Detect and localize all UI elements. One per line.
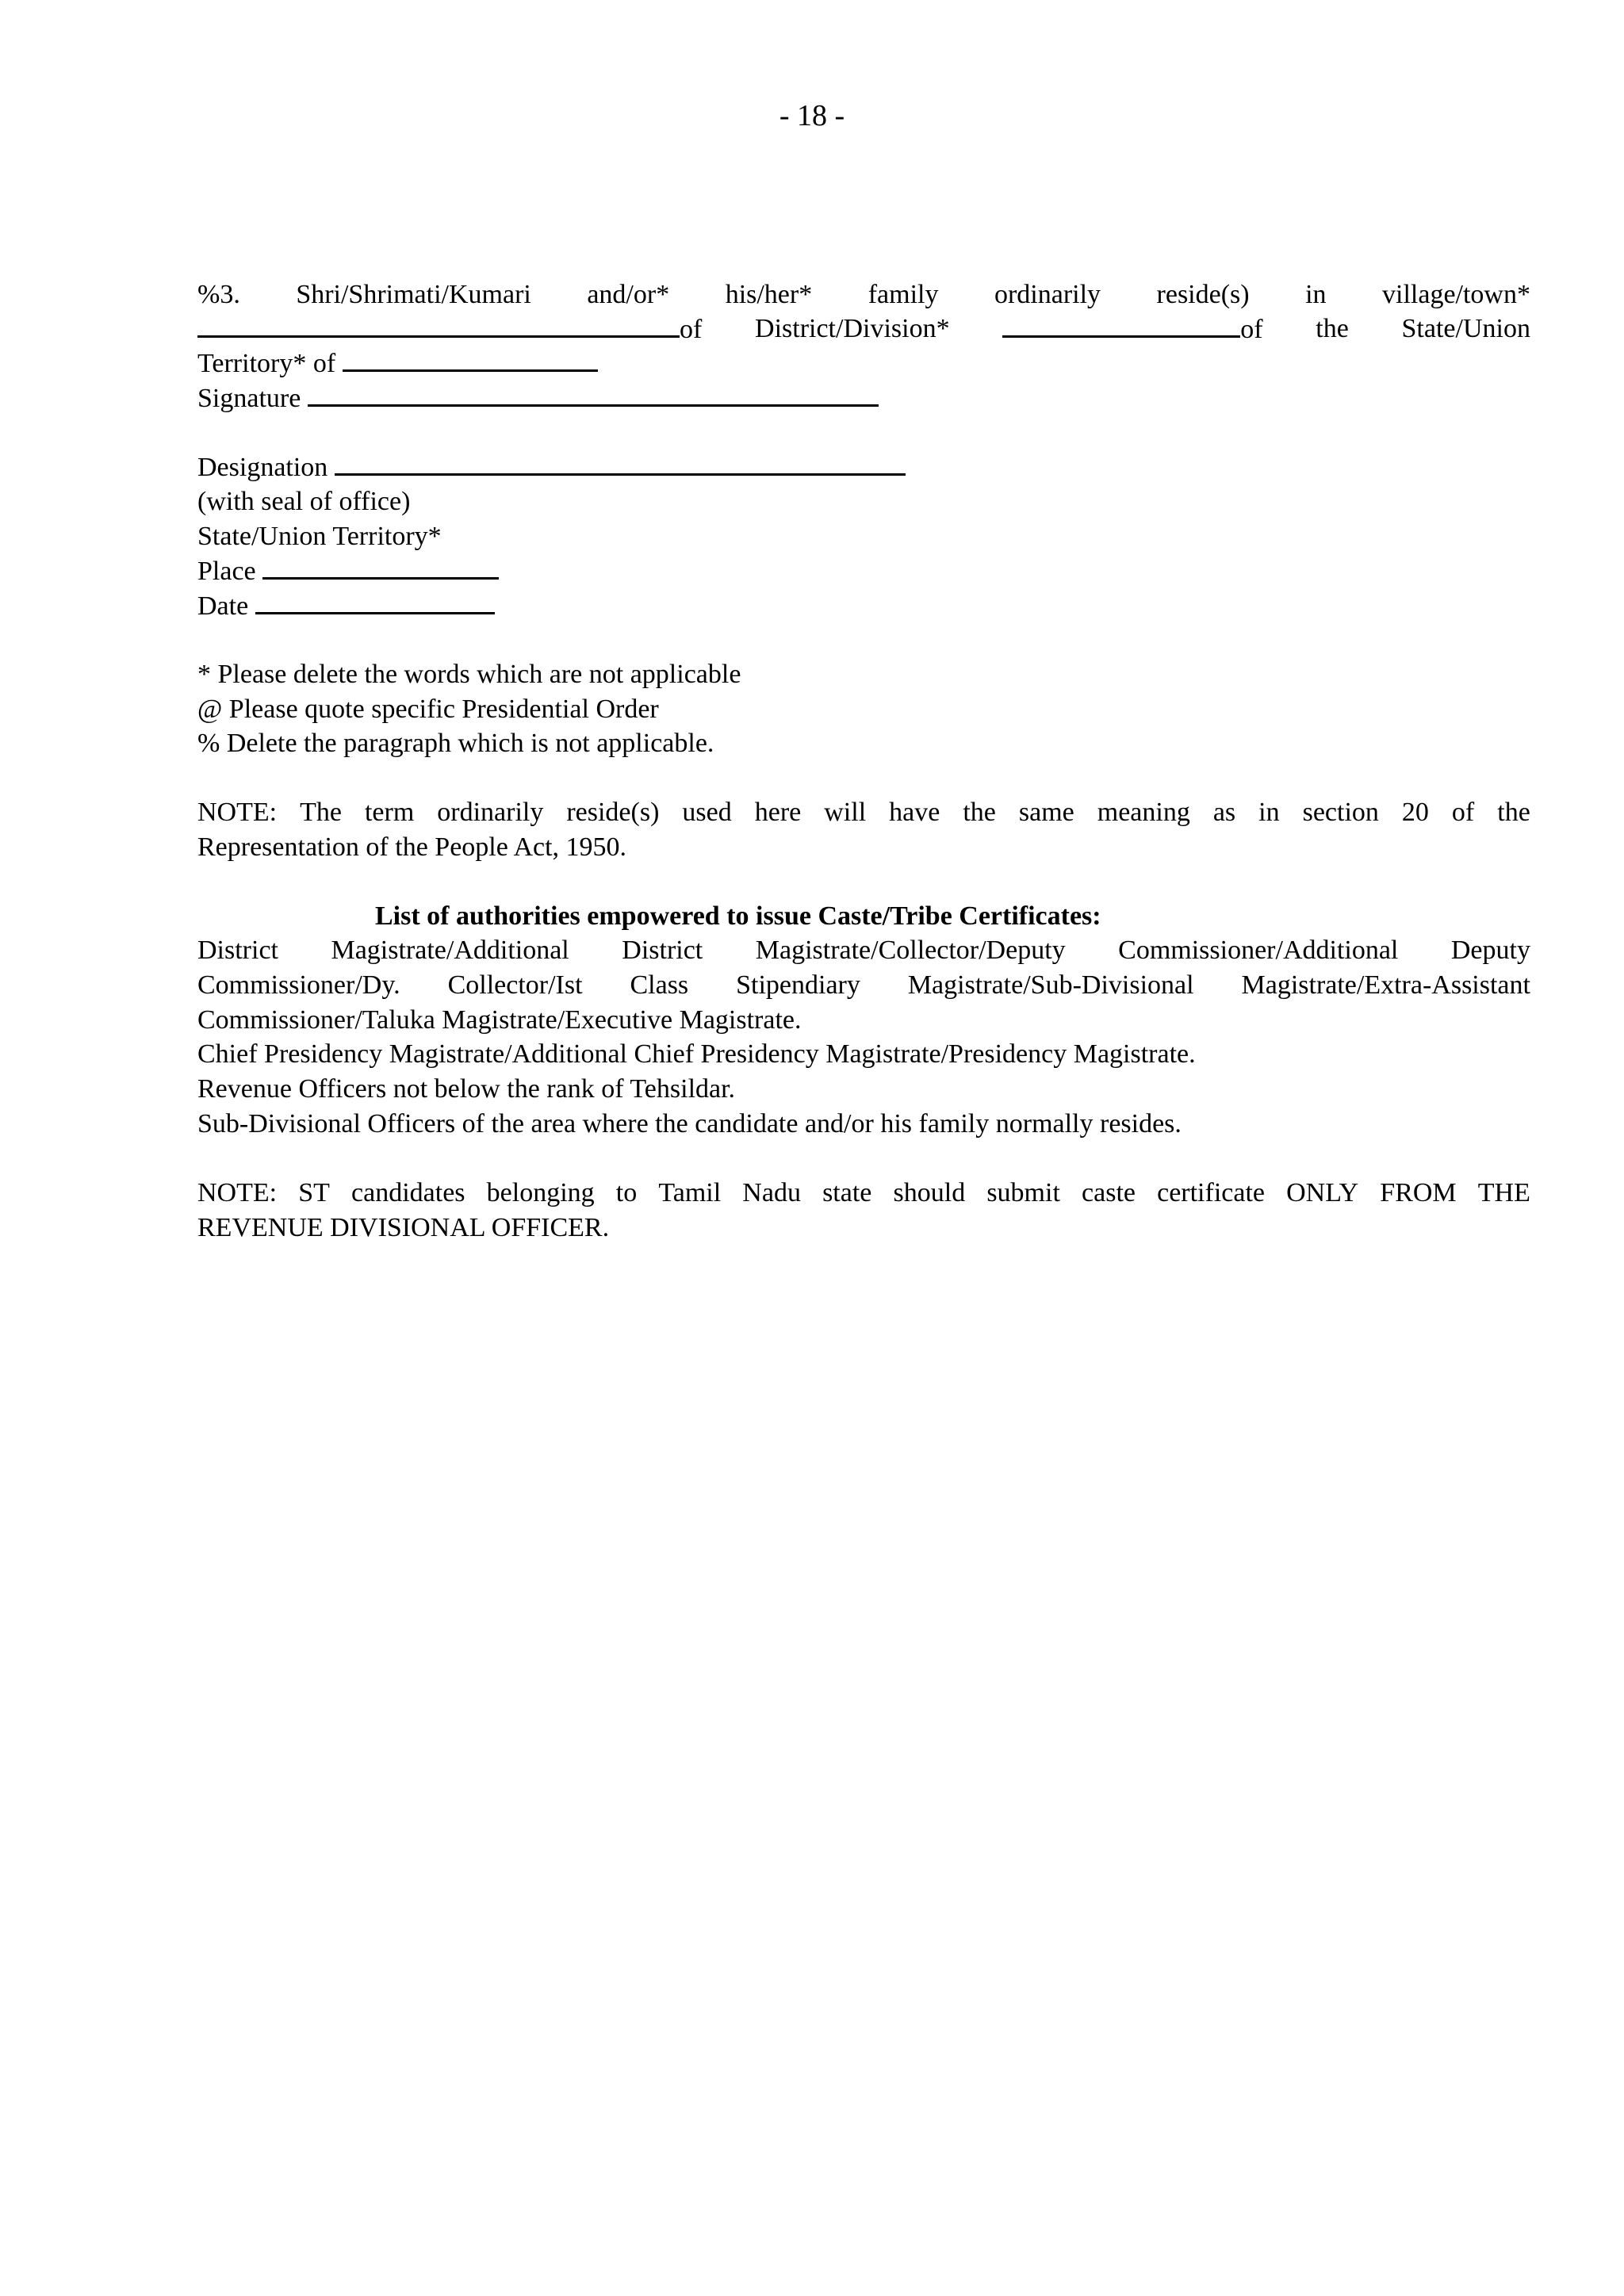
note1-word: the [963, 798, 996, 827]
authorities-line6: Sub-Divisional Officers of the area where the candidate and/or his family normally resides. [197, 1109, 1182, 1138]
authorities-line4: Chief Presidency Magistrate/Additional Chief Presidency Magistrate/Presidency Magistrate. [197, 1039, 1196, 1069]
district-blank-group [1002, 312, 1262, 346]
page-number: - 18 - [779, 99, 845, 132]
authorities-word: Class [630, 970, 689, 1000]
of-label: of [680, 315, 703, 344]
note1-word: used [682, 798, 732, 827]
date-row [197, 588, 1530, 623]
note1-word: of [1451, 798, 1475, 827]
note1-word: as [1212, 798, 1236, 827]
the-label: the [1316, 314, 1349, 343]
authorities-line1 [197, 933, 1530, 967]
para3-word: family [868, 280, 939, 309]
note2-word: ONLY [1286, 1178, 1359, 1207]
note1-word: term [364, 798, 415, 827]
authorities-word: District [622, 936, 703, 965]
para3-word: and/or* [587, 280, 670, 309]
district-label: District/Division* [755, 314, 950, 343]
note2-line2: REVENUE DIVISIONAL OFFICER. [197, 1213, 610, 1242]
note2-word: submit [986, 1178, 1060, 1207]
village-blank-group [197, 312, 702, 346]
note1-word: the [1497, 798, 1530, 827]
note2-word: Tamil [658, 1178, 722, 1207]
note1-word: section [1302, 798, 1379, 827]
territory-blank[interactable] [343, 346, 598, 372]
note1-word: will [824, 798, 867, 827]
note2-line1 [197, 1176, 1530, 1210]
note2-word: should [893, 1178, 966, 1207]
authorities-word: Magistrate/Collector/Deputy [755, 936, 1066, 965]
note2-word: belonging [486, 1178, 595, 1207]
footnote-percent: % Delete the paragraph which is not applicable. [197, 729, 714, 758]
authorities-word: Commissioner/Additional [1118, 936, 1399, 965]
authorities-word: Collector/Ist [447, 970, 583, 1000]
authorities-word: Deputy [1450, 936, 1530, 965]
note1-word: reside(s) [566, 798, 660, 827]
note2-word: NOTE: [197, 1178, 278, 1207]
village-town-blank[interactable] [197, 312, 680, 338]
place-row [197, 553, 1530, 588]
authorities-word: Magistrate/Additional [331, 936, 569, 965]
designation-blank[interactable] [335, 450, 906, 476]
note2-word: ST [298, 1178, 330, 1207]
designation-label: Designation [197, 453, 328, 482]
note1-word: 20 [1401, 798, 1429, 827]
place-label: Place [197, 557, 256, 586]
note2-word: certificate [1157, 1178, 1265, 1207]
note1-word: ordinarily [437, 798, 544, 827]
authorities-word: Commissioner/Dy. [197, 970, 400, 1000]
state-union-label: State/Union [1401, 314, 1530, 343]
note1-word: have [889, 798, 940, 827]
authorities-word: Magistrate/Extra-Assistant [1241, 970, 1530, 1000]
note2-word: Nadu [742, 1178, 801, 1207]
note1-word: NOTE: [197, 798, 278, 827]
authorities-line2 [197, 968, 1530, 1002]
signature-row [197, 381, 1530, 415]
seal-row [197, 484, 1530, 519]
state-row [197, 519, 1530, 553]
note2-word: candidates [351, 1178, 465, 1207]
signature-label: Signature [197, 384, 301, 413]
para3-word: Shri/Shrimati/Kumari [296, 280, 531, 309]
designation-row [197, 450, 1530, 484]
footnote-at: @ Please quote specific Presidential Order [197, 695, 659, 724]
authorities-line5: Revenue Officers not below the rank of Tehsildar. [197, 1074, 736, 1104]
para3-word: ordinarily [994, 280, 1101, 309]
note1-word: in [1258, 798, 1280, 827]
signature-blank[interactable] [308, 381, 879, 407]
para3-word: village/town* [1382, 280, 1530, 309]
note1-line1 [197, 795, 1530, 829]
of-label: of [1240, 315, 1263, 344]
authorities-word: District [197, 936, 278, 965]
date-label: Date [197, 591, 249, 621]
authorities-heading: List of authorities empowered to issue Caste/Tribe Certificates: [375, 901, 1101, 931]
note1-word: meaning [1097, 798, 1190, 827]
para3-word: reside(s) [1156, 280, 1250, 309]
authorities-word: Magistrate/Sub-Divisional [907, 970, 1194, 1000]
note2-word: THE [1477, 1178, 1530, 1207]
note1-line2: Representation of the People Act, 1950. [197, 832, 627, 862]
para3-line1 [197, 277, 1530, 312]
note1-word: same [1018, 798, 1074, 827]
note2-word: FROM [1380, 1178, 1457, 1207]
note2-word: to [615, 1178, 638, 1207]
para3-line2 [197, 312, 1530, 346]
authorities-line3: Commissioner/Taluka Magistrate/Executive Magistrate. [197, 1005, 802, 1035]
note1-word: The [300, 798, 342, 827]
note1-word: here [754, 798, 802, 827]
district-division-blank[interactable] [1002, 312, 1240, 338]
para3-word: %3. [197, 280, 240, 309]
note2-word: caste [1082, 1178, 1136, 1207]
place-blank[interactable] [262, 553, 499, 580]
para3-word: his/her* [725, 280, 813, 309]
para3-line3 [197, 346, 1530, 381]
seal-label: (with seal of office) [197, 487, 411, 516]
territory-label: Territory* of [197, 349, 336, 378]
footnote-star: * Please delete the words which are not applicable [197, 660, 741, 689]
date-blank[interactable] [255, 588, 495, 614]
authorities-word: Stipendiary [736, 970, 860, 1000]
note2-word: state [822, 1178, 872, 1207]
para3-word: in [1305, 280, 1327, 309]
state-label: State/Union Territory* [197, 522, 442, 551]
